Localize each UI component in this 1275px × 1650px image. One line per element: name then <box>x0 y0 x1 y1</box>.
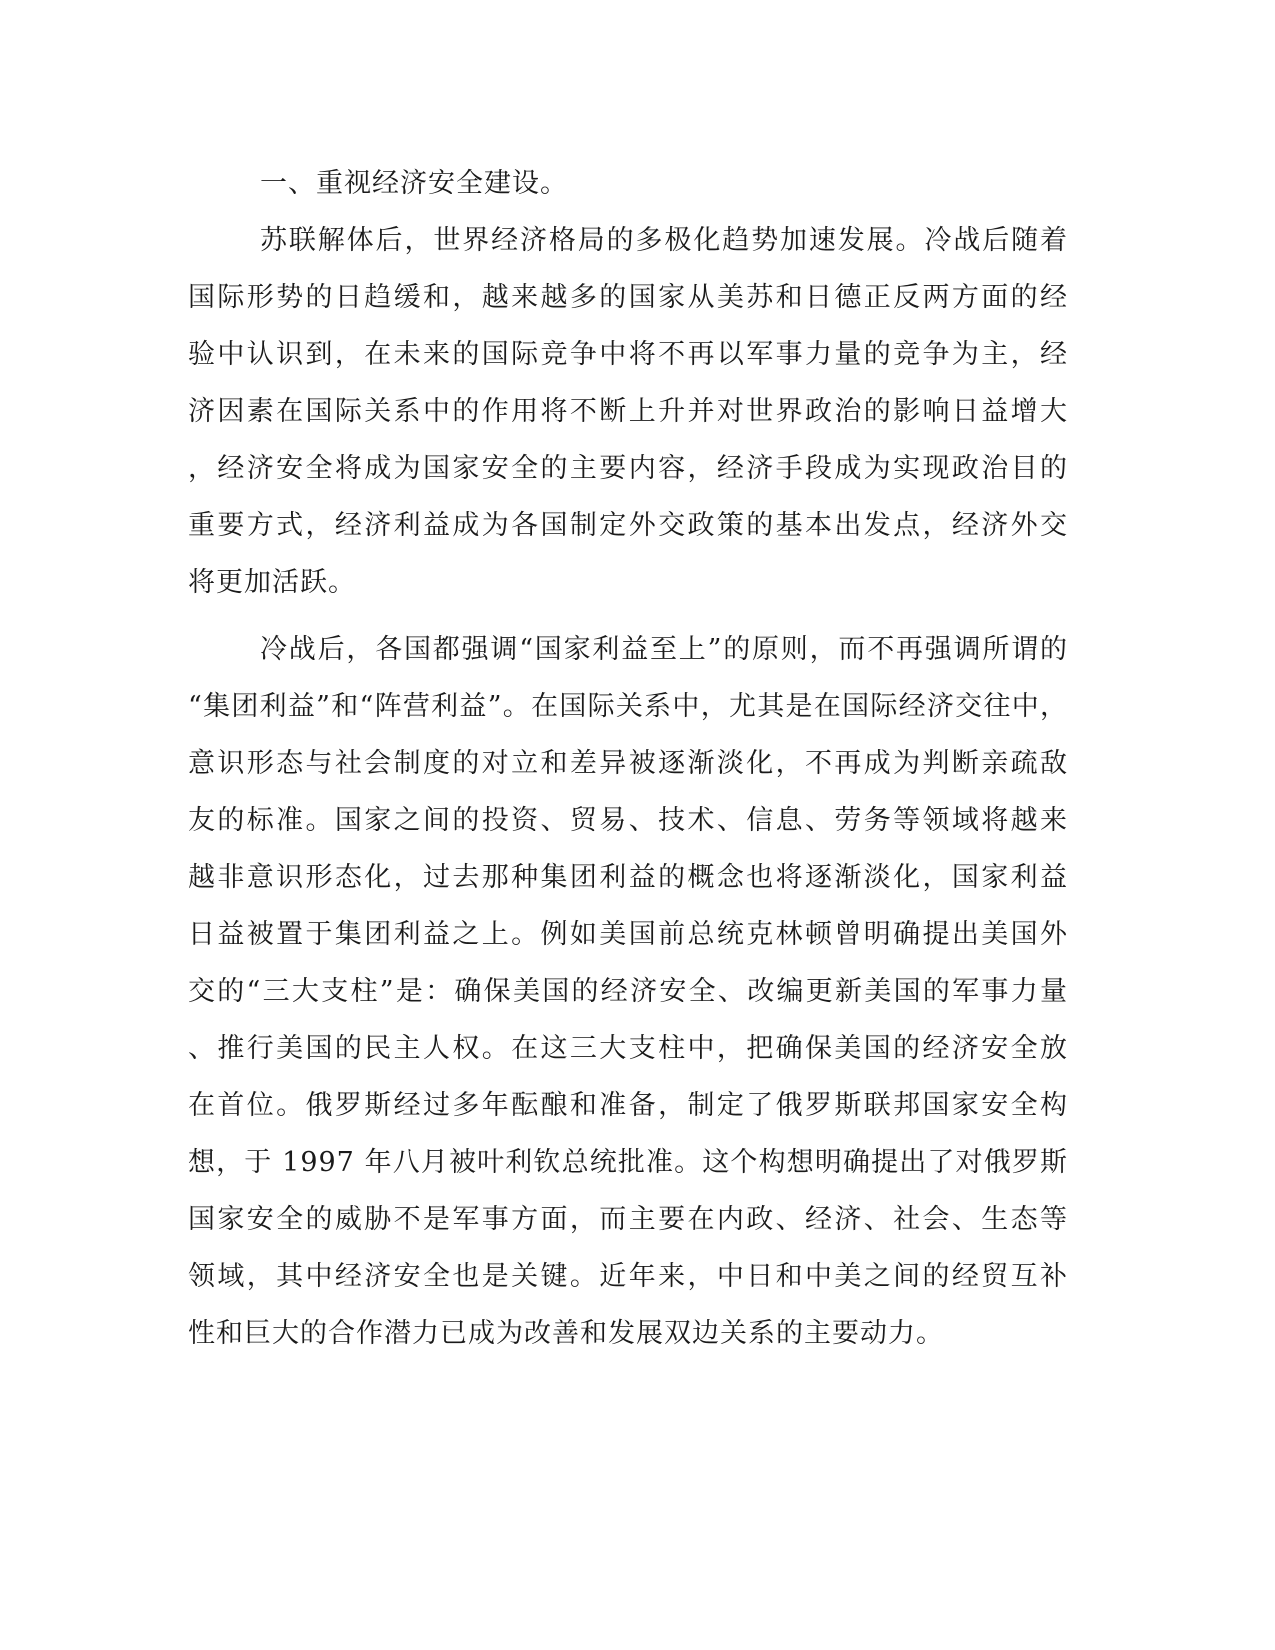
paragraph-1-line-1: 苏联解体后，世界经济格局的多极化趋势加速发展。冷战后随着 <box>260 225 1068 256</box>
paragraph-1-line-5: ，经济安全将成为国家安全的主要内容，经济手段成为实现政治目的 <box>188 453 1068 484</box>
paragraph-2-line-10: 想，于 1997 年八月被叶利钦总统批准。这个构想明确提出了对俄罗斯 <box>188 1147 1068 1178</box>
paragraph-2-line-13: 性和巨大的合作潜力已成为改善和发展双边关系的主要动力。 <box>188 1318 944 1349</box>
paragraph-1-line-2: 国际形势的日趋缓和，越来越多的国家从美苏和日德正反两方面的经 <box>188 282 1068 313</box>
paragraph-2-line-7: 交的“三大支柱”是：确保美国的经济安全、改编更新美国的军事力量 <box>188 976 1068 1007</box>
paragraph-2-line-12: 领域，其中经济安全也是关键。近年来，中日和中美之间的经贸互补 <box>188 1261 1068 1292</box>
paragraph-1-line-3: 验中认识到，在未来的国际竞争中将不再以军事力量的竞争为主，经 <box>188 339 1068 370</box>
paragraph-2-line-4: 友的标准。国家之间的投资、贸易、技术、信息、劳务等领域将越来 <box>188 805 1068 836</box>
section-heading: 一、重视经济安全建设。 <box>260 168 568 199</box>
paragraph-2-line-5: 越非意识形态化，过去那种集团利益的概念也将逐渐淡化，国家利益 <box>188 862 1068 893</box>
paragraph-1-line-6: 重要方式，经济利益成为各国制定外交政策的基本出发点，经济外交 <box>188 510 1068 541</box>
paragraph-1-line-7: 将更加活跃。 <box>188 567 356 598</box>
paragraph-1-line-4: 济因素在国际关系中的作用将不断上升并对世界政治的影响日益增大 <box>188 396 1068 427</box>
paragraph-2-line-11: 国家安全的威胁不是军事方面，而主要在内政、经济、社会、生态等 <box>188 1204 1068 1235</box>
paragraph-2-line-1: 冷战后，各国都强调“国家利益至上”的原则，而不再强调所谓的 <box>260 634 1068 665</box>
paragraph-2-line-2: “集团利益”和“阵营利益”。在国际关系中，尤其是在国际经济交往中， <box>188 691 1068 722</box>
paragraph-2-line-9: 在首位。俄罗斯经过多年酝酿和准备，制定了俄罗斯联邦国家安全构 <box>188 1090 1068 1121</box>
paragraph-2-line-6: 日益被置于集团利益之上。例如美国前总统克林顿曾明确提出美国外 <box>188 919 1068 950</box>
paragraph-2-line-8: 、推行美国的民主人权。在这三大支柱中，把确保美国的经济安全放 <box>188 1033 1068 1064</box>
paragraph-2-line-3: 意识形态与社会制度的对立和差异被逐渐淡化，不再成为判断亲疏敌 <box>188 748 1068 779</box>
